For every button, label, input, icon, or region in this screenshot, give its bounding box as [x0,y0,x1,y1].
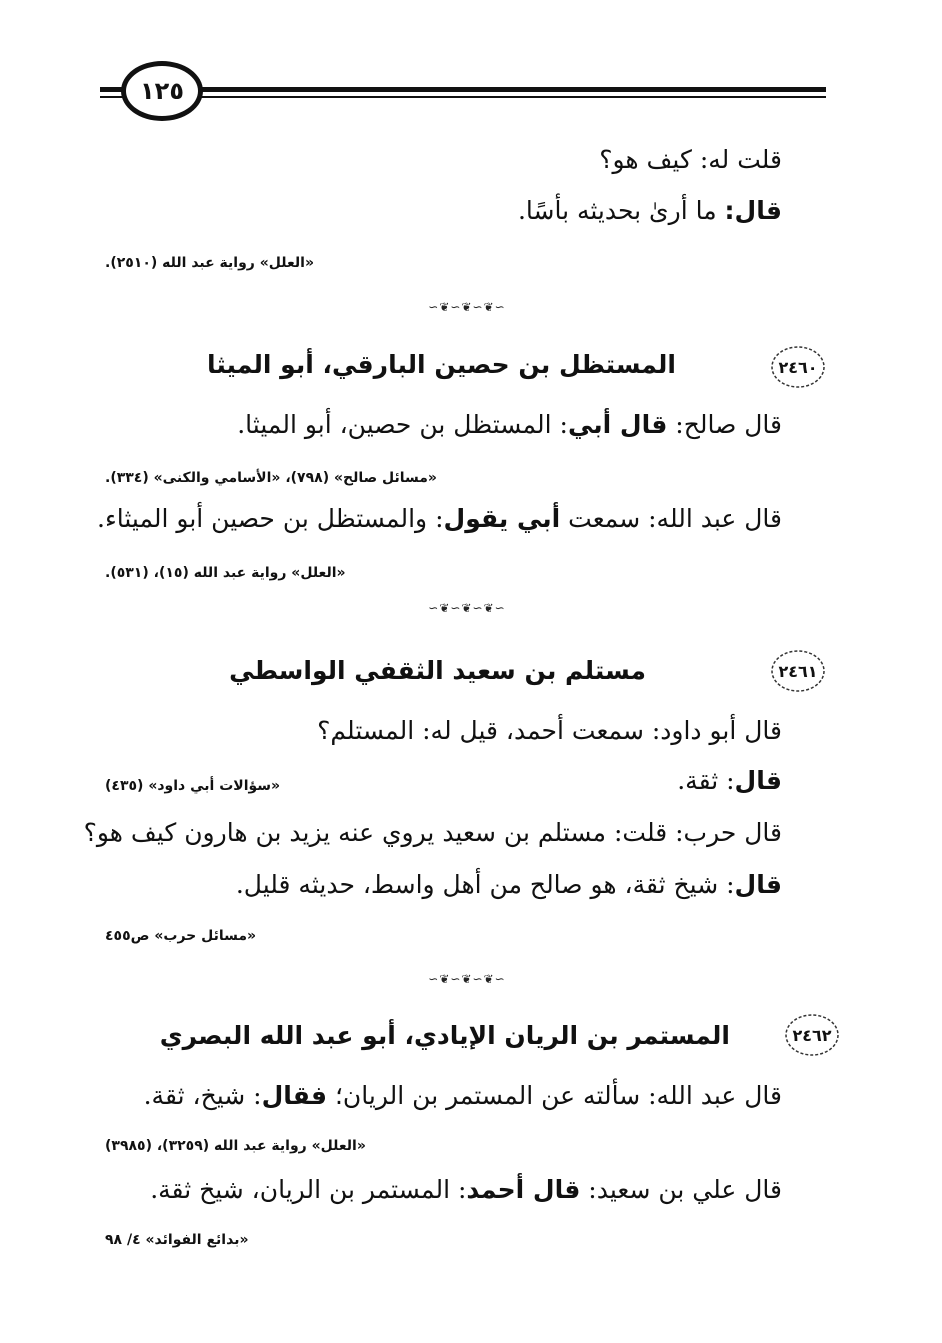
header-rule [100,87,826,101]
source-citation: «العلل» رواية عبد الله (٣٢٥٩)، (٣٩٨٥) [105,1138,366,1154]
source-citation: «بدائع الفوائد» ٤/ ٩٨ [105,1232,249,1248]
section-divider-ornament: ∽❦∽❦∽❦∽ [428,972,506,986]
section-divider-ornament: ∽❦∽❦∽❦∽ [428,300,506,314]
text-line [144,1081,782,1110]
line-text: قال حرب: قلت: مستلم بن سعيد يروي عنه يزيد بن هارون كيف هو؟ [83,818,782,847]
text-line [97,504,782,533]
bold-label: أبي يقول [443,504,561,533]
line-text: قال عبد الله: سمعت [560,504,782,533]
line-text: ما أرىٰ بحديثه بأسًا. [517,196,725,225]
text-line [236,870,782,899]
header-thick-line [100,87,826,92]
text-line [677,766,782,795]
entry-number-badge [784,1012,840,1058]
line-text: : شيخ ثقة، هو صالح من أهل واسط، حديثه قليل. [235,870,735,899]
text-line [150,1175,782,1204]
header-thin-line [100,96,826,98]
entry-number: ٢٤٦٠ [778,357,818,377]
text-line [237,410,782,439]
page-number: ١٢٥ [121,61,203,121]
source-citation: «العلل» رواية عبد الله (١٥)، (٥٣١). [105,565,346,581]
line-text: : المستمر بن الريان، شيخ ثقة. [150,1175,467,1204]
text-line [518,196,782,225]
line-text: : ثقة. [677,766,735,795]
entry-number: ٢٤٦٢ [792,1025,832,1045]
line-text: قال عبد الله: سألته عن المستمر بن الريان؛ [327,1081,782,1110]
text-line [84,818,782,847]
entry-title: المستمر بن الريان الإيادي، أبو عبد الله البصري [159,1021,730,1050]
source-citation: «مسائل صالح» (٧٩٨)، «الأسامي والكنى» (٣٣٤). [105,470,437,486]
bold-label: قال: [724,196,782,225]
line-text: قال صالح: [667,410,782,439]
bold-label: قال [734,870,782,899]
line-text: : المستظل بن حصين، أبو الميثا. [237,410,568,439]
source-citation: «سؤالات أبي داود» (٤٣٥) [105,778,281,794]
source-citation: «مسائل حرب» ص٤٥٥ [105,928,257,944]
bold-label: قال أبي [567,410,668,439]
line-text: : شيخ، ثقة. [143,1081,262,1110]
entry-number: ٢٤٦١ [778,661,818,681]
bold-label: قال [734,766,782,795]
section-divider-ornament: ∽❦∽❦∽❦∽ [428,601,506,615]
entry-number-badge [770,648,826,694]
entry-number-badge [770,344,826,390]
line-text: قال أبو داود: سمعت أحمد، قيل له: المستلم؟ [317,716,782,745]
entry-title: مستلم بن سعيد الثقفي الواسطي [229,656,646,685]
source-citation: «العلل» رواية عبد الله (٢٥١٠). [105,255,314,271]
bold-label: قال أحمد [466,1175,581,1204]
text-line: قلت له: كيف هو؟ [599,145,782,174]
bold-label: فقال [261,1081,328,1110]
line-text: : والمستظل بن حصين أبو الميثاء. [97,504,444,533]
text-line [317,716,782,745]
entry-title: المستظل بن حصين البارقي، أبو الميثا [206,350,676,379]
line-text: قال علي بن سعيد: [580,1175,782,1204]
